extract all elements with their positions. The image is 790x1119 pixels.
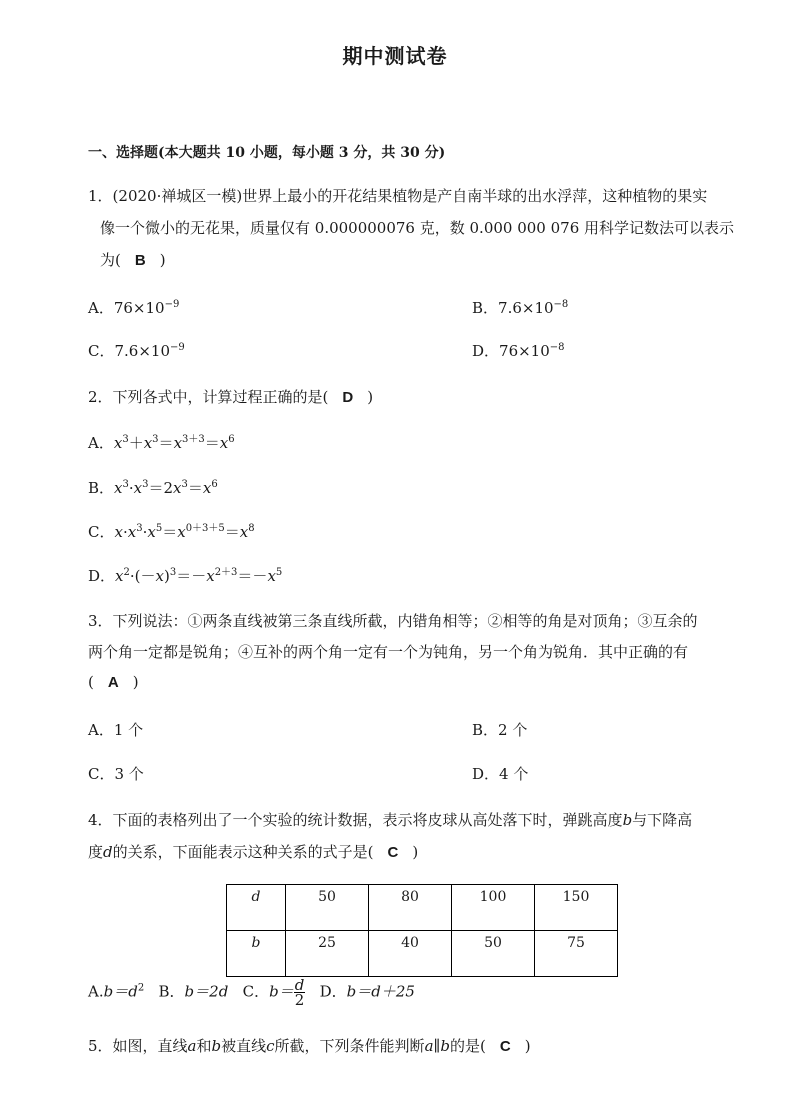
table-cell: d — [227, 885, 286, 931]
option-b-equation: b＝2d — [184, 982, 229, 1001]
question-3-option-c: C．3 个 — [88, 765, 144, 783]
section-heading: 一、选择题(本大题共 10 小题，每小题 3 分，共 30 分) — [88, 145, 446, 161]
question-2-stem-text: 2．下列各式中，计算过程正确的是( — [88, 388, 329, 406]
question-2-option-c: C．$x\cdot x^3\cdot x^5=x^{0+3+5}=x^8$ — [88, 523, 255, 541]
option-label: A． — [88, 434, 114, 452]
option-a-equation: b＝d — [103, 982, 138, 1001]
exponent: −8 — [553, 299, 569, 310]
question-1-line-1: 1．(2020·禅城区一模)世界上最小的开花结果植物是产自南半球的出水浮萍，这种植物的果实 — [88, 187, 708, 205]
exponent: −9 — [170, 342, 185, 353]
option-label: D． — [88, 567, 116, 585]
question-3-answer: A — [107, 674, 119, 691]
question-4-line-1 — [88, 809, 692, 830]
question-4-answer: C — [387, 844, 399, 861]
variable-a: a — [187, 1037, 197, 1055]
option-label: C． — [242, 982, 270, 1001]
option-label: C． — [88, 523, 115, 541]
question-1-line-2: 像一个微小的无花果，质量仅有 0.000000076 克，数 0.000 000 076 用科学记数法可以表示 — [100, 219, 735, 237]
question-5-stem — [88, 1035, 531, 1056]
option-text: B．7.6×10 — [472, 299, 554, 317]
exponent: −8 — [549, 342, 565, 353]
variable-c: c — [266, 1037, 275, 1055]
question-3-option-d: D．4 个 — [472, 765, 529, 783]
table-cell: 100 — [452, 885, 535, 931]
question-3-paren-open: ( — [88, 673, 94, 691]
table-row — [227, 931, 618, 977]
question-4-options: $A.b=d^2$ B．b＝2d C．b＝ $\frac{d}{2}$ D．b＝d＋25 — [88, 976, 415, 1009]
question-5-text: 所截，下列条件能判断 — [274, 1037, 425, 1055]
option-label: A. — [88, 982, 104, 1001]
question-5-text: 和 — [196, 1037, 212, 1055]
table-cell: 40 — [369, 931, 452, 977]
table-row — [227, 885, 618, 931]
data-table — [226, 884, 618, 977]
question-1-paren-close: ) — [159, 251, 166, 269]
option-c-equation: b＝ — [269, 982, 294, 1001]
question-2-option-d: D．$x^2\cdot(-x)^3=-x^{2+3}=-x^5$ — [88, 567, 283, 585]
option-d-equation: b＝d＋25 — [346, 982, 415, 1001]
question-4-text: 4．下面的表格列出了一个实验的统计数据，表示将皮球从高处落下时，弹跳高度 — [88, 811, 623, 829]
option-label: B． — [88, 479, 115, 497]
question-2-stem — [88, 386, 373, 407]
question-1-paren-open: 为( — [100, 251, 121, 269]
page-title: 期中测试卷 — [342, 44, 448, 68]
question-1-option-a — [88, 297, 179, 318]
question-5-paren-close: ) — [524, 1037, 531, 1055]
option-text: C．7.6×10 — [88, 342, 170, 360]
table-cell: 75 — [535, 931, 618, 977]
question-3-option-b: B．2 个 — [472, 721, 528, 739]
table-cell: 80 — [369, 885, 452, 931]
question-4-text: 与下降高 — [632, 811, 693, 829]
question-2-paren-close: ) — [367, 388, 374, 406]
question-1-option-c — [88, 340, 185, 361]
exponent: −9 — [164, 299, 180, 310]
question-5-text: 被直线 — [221, 1037, 267, 1055]
question-4-paren-close: ) — [412, 843, 419, 861]
question-1-answer: B — [134, 252, 146, 269]
question-4-line-2 — [88, 841, 418, 862]
question-3-line-1: 3．下列说法：①两条直线被第三条直线所截，内错角相等；②相等的角是对顶角；③互余的 — [88, 612, 698, 630]
question-2-answer: D — [342, 389, 354, 406]
table-cell: 50 — [286, 885, 369, 931]
question-5-text: 5．如图，直线 — [88, 1037, 188, 1055]
table-cell: 50 — [452, 931, 535, 977]
question-4-text: 度 — [88, 843, 104, 861]
question-3-option-a: A．1 个 — [88, 721, 144, 739]
question-5-answer: C — [499, 1038, 511, 1055]
question-5-text: 的是( — [450, 1037, 486, 1055]
parallel-expression: a∥b — [424, 1037, 451, 1055]
question-4-text: 的关系，下面能表示这种关系的式子是( — [112, 843, 374, 861]
question-3-line-2: 两个角一定都是锐角；④互补的两个角一定有一个为钝角，另一个角为锐角．其中正确的有 — [88, 643, 689, 661]
question-3-paren-close: ) — [132, 673, 139, 691]
option-text: A．76×10 — [88, 299, 165, 317]
variable-b: b — [211, 1037, 222, 1055]
table-cell: b — [227, 931, 286, 977]
question-3-line-3 — [88, 673, 139, 691]
table-cell: 25 — [286, 931, 369, 977]
option-text: D．76×10 — [472, 342, 550, 360]
question-2-option-b: B．$x^3\cdot x^3=2x^3=x^6$ — [88, 479, 218, 497]
option-label: D． — [319, 982, 347, 1001]
variable-d: d — [103, 843, 113, 861]
question-1-line-3 — [100, 249, 166, 270]
variable-b: b — [622, 811, 633, 829]
question-1-option-b — [472, 297, 568, 318]
table-cell: 150 — [535, 885, 618, 931]
question-1-option-d — [472, 340, 565, 361]
option-label: B． — [158, 982, 185, 1001]
fraction-d-over-2: $\frac{d}{2}$ — [294, 976, 305, 1009]
question-2-option-a: A．$x^3+x^3=x^{3+3}=x^6$ — [88, 434, 235, 452]
